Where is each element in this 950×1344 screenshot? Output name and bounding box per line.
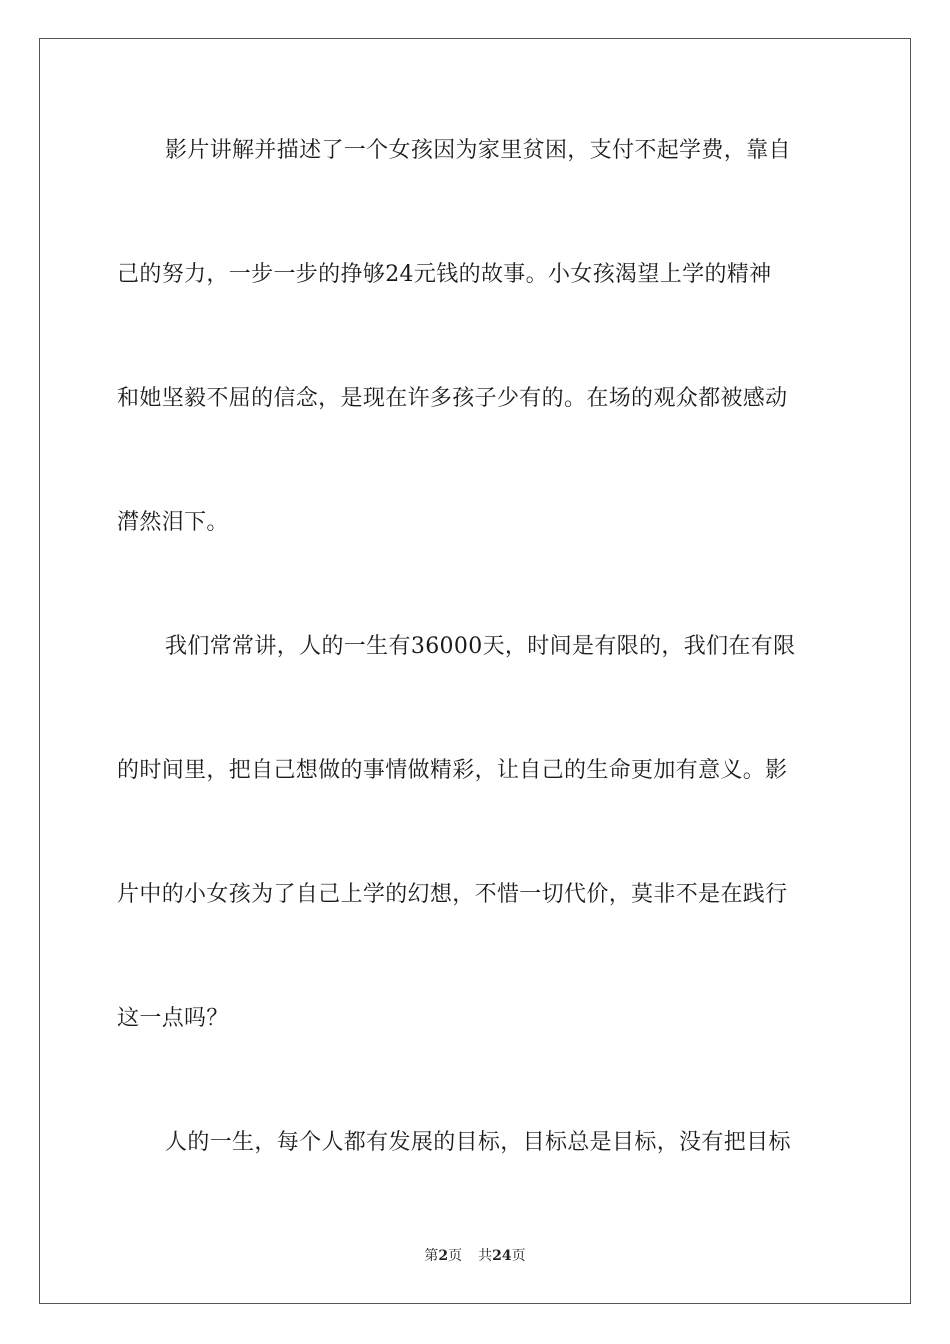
paragraph-2-line-1: 我们常常讲，人的一生有36000天，时间是有限的，我们在有限 bbox=[165, 634, 796, 659]
paragraph-2-line-4: 这一点吗？ bbox=[117, 1006, 229, 1031]
paragraph-1-line-4: 潸然泪下。 bbox=[117, 510, 229, 535]
paragraph-2-line-3: 片中的小女孩为了自己上学的幻想，不惜一切代价，莫非不是在践行 bbox=[117, 882, 788, 907]
total-suffix: 页 bbox=[511, 1248, 526, 1264]
paragraph-2-line-2: 的时间里，把自己想做的事情做精彩，让自己的生命更加有意义。影 bbox=[117, 758, 788, 783]
page-border bbox=[39, 38, 911, 1304]
page-footer bbox=[0, 1247, 950, 1265]
paragraph-1-line-3: 和她坚毅不屈的信念，是现在许多孩子少有的。在场的观众都被感动 bbox=[117, 386, 788, 411]
total-prefix: 共 bbox=[478, 1248, 493, 1264]
page-number: 2 bbox=[438, 1248, 449, 1264]
total-pages: 24 bbox=[492, 1248, 512, 1264]
paragraph-1-line-2: 己的努力，一步一步的挣够24元钱的故事。小女孩渴望上学的精神 bbox=[117, 262, 772, 287]
paragraph-3-line-1: 人的一生，每个人都有发展的目标，目标总是目标，没有把目标 bbox=[165, 1130, 791, 1155]
page-suffix: 页 bbox=[448, 1248, 463, 1264]
paragraph-1-line-1: 影片讲解并描述了一个女孩因为家里贫困，支付不起学费，靠自 bbox=[165, 138, 791, 163]
page-prefix: 第 bbox=[424, 1248, 439, 1264]
